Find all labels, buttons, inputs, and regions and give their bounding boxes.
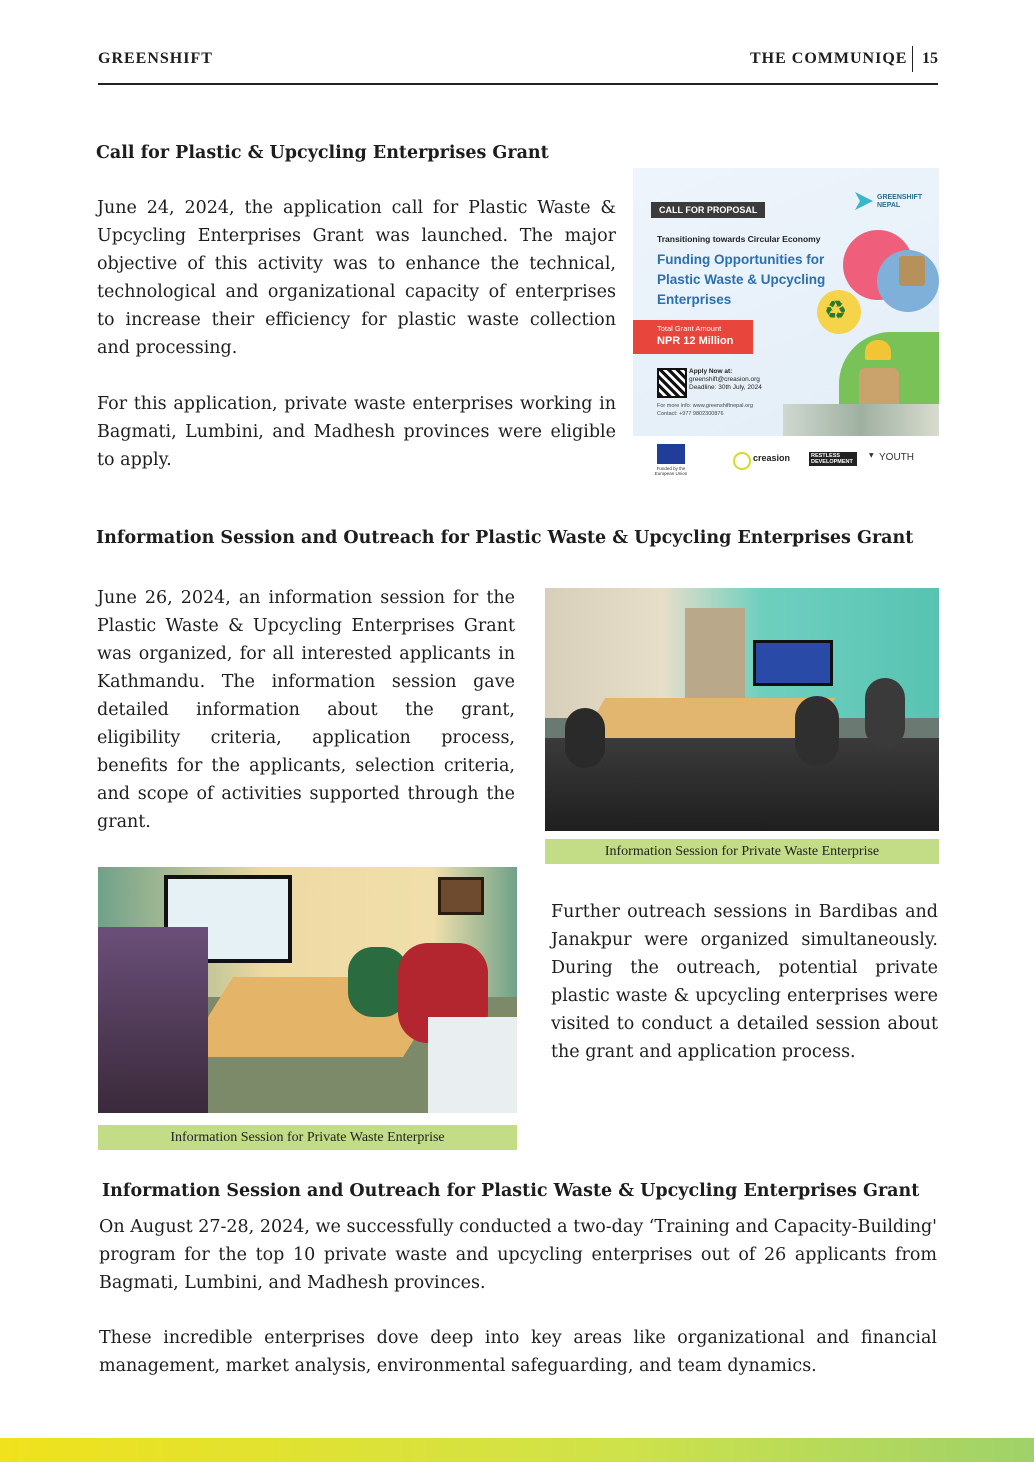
publication-name: THE COMMUNIQE — [750, 50, 908, 67]
hardhat-icon — [865, 340, 891, 360]
photo-1-caption: Information Session for Private Waste Enterprise — [545, 839, 939, 864]
poster-headline-line1: Funding Opportunities for — [657, 252, 825, 267]
eu-flag-icon — [657, 444, 685, 464]
more-info: For more info: www.greenshiftnepal.org — [657, 403, 753, 409]
partner-youth: YOUTH — [879, 452, 914, 463]
greenshift-logo-icon — [855, 192, 873, 210]
apply-info — [689, 368, 762, 392]
session-photo-1 — [545, 588, 939, 831]
poster-headline-line3: Enterprises — [657, 292, 732, 307]
apply-deadline: Deadline: 30th July, 2024 — [689, 384, 762, 391]
jute-bag-icon — [899, 256, 925, 286]
attendee — [865, 678, 905, 748]
header-rule — [98, 83, 938, 85]
recycle-icon: ♻ — [824, 296, 848, 326]
poster-headline — [657, 250, 825, 310]
section1-paragraph2: For this application, private waste enterprises working in Bagmati, Lumbini, and Madhesh provinces were eligible to apply. — [97, 394, 616, 470]
header-divider — [912, 46, 913, 72]
youth-logo-icon: ▼ — [869, 452, 874, 459]
attendees — [98, 927, 208, 1113]
section3-title: Information Session and Outreach for Plastic Waste & Upcycling Enterprises Grant — [102, 1181, 920, 1201]
poster-tag: CALL FOR PROPOSAL — [651, 202, 765, 218]
section3-paragraph1: On August 27-28, 2024, we successfully conducted a two-day ‘Training and Capacity-Building' program for the top 10 private waste and upcycling enterprises out of 26 applicants from Bagmati, Lumbini, and Madhesh provinces. — [99, 1217, 937, 1293]
funded-by: Funded by the European Union — [654, 466, 688, 476]
section2-paragraph1: June 26, 2024, an information session for the Plastic Waste & Upcycling Enterprises Grant was organized, for all interested applicants in Kathmandu. The information session gave detailed information about the grant, eligibility criteria, application process, benefits for the applicants, selection criteria, and scope of activities supported through the grant. — [97, 588, 515, 832]
session-photo-2 — [98, 867, 517, 1113]
poster-logo: GREENSHIFT NEPAL — [877, 194, 923, 209]
poster-headline-line2: Plastic Waste & Upcycling — [657, 272, 826, 287]
partner-restless-development: RESTLESS DEVELOPMENT — [809, 452, 857, 466]
section1-title: Call for Plastic & Upcycling Enterprises Grant — [96, 143, 549, 163]
section2-title: Information Session and Outreach for Plastic Waste & Upcycling Enterprises Grant — [96, 528, 914, 548]
apply-label: Apply Now at: — [689, 368, 733, 375]
page-number: 15 — [922, 50, 938, 67]
grant-poster — [633, 168, 939, 478]
wall-picture — [438, 877, 484, 915]
presentation-screen — [753, 640, 833, 686]
attendee — [795, 696, 839, 766]
partner-creasion: creasion — [753, 453, 791, 463]
apply-email: greenshift@creasion.org — [689, 376, 760, 383]
section3-paragraph2: These incredible enterprises dove deep into key areas like organizational and financial management, market analysis, environmental safeguarding, and team dynamics. — [99, 1328, 937, 1376]
creasion-logo-icon — [733, 452, 751, 470]
contact-number: Contact: +977 9802300876 — [657, 411, 724, 417]
waste-pile — [783, 404, 939, 436]
brand-name: GREENSHIFT — [98, 50, 213, 67]
attendee — [565, 708, 605, 768]
attendee — [428, 1017, 517, 1113]
photo-2-caption: Information Session for Private Waste Enterprise — [98, 1125, 517, 1150]
grant-amount: NPR 12 Million — [657, 335, 734, 347]
footer-gradient-bar — [0, 1438, 1034, 1462]
section2-paragraph2: Further outreach sessions in Bardibas and Janakpur were organized simultaneously. During the outreach, potential private plastic waste & upcycling enterprises were visited to conduct a detailed session about the grant and application process. — [551, 902, 938, 1062]
contact-info — [657, 402, 753, 418]
grant-label: Total Grant Amount — [657, 324, 722, 333]
section1-paragraph1: June 24, 2024, the application call for Plastic Waste & Upcycling Enterprises Grant was launched. The major objective of this activity was to enhance the technical, technological and organizational capacity of enterprises to increase their efficiency for plastic waste collection and processing. — [97, 198, 616, 358]
curtain — [685, 608, 745, 698]
poster-subtitle: Transitioning towards Circular Economy — [657, 234, 821, 244]
qr-code-icon — [657, 368, 687, 398]
